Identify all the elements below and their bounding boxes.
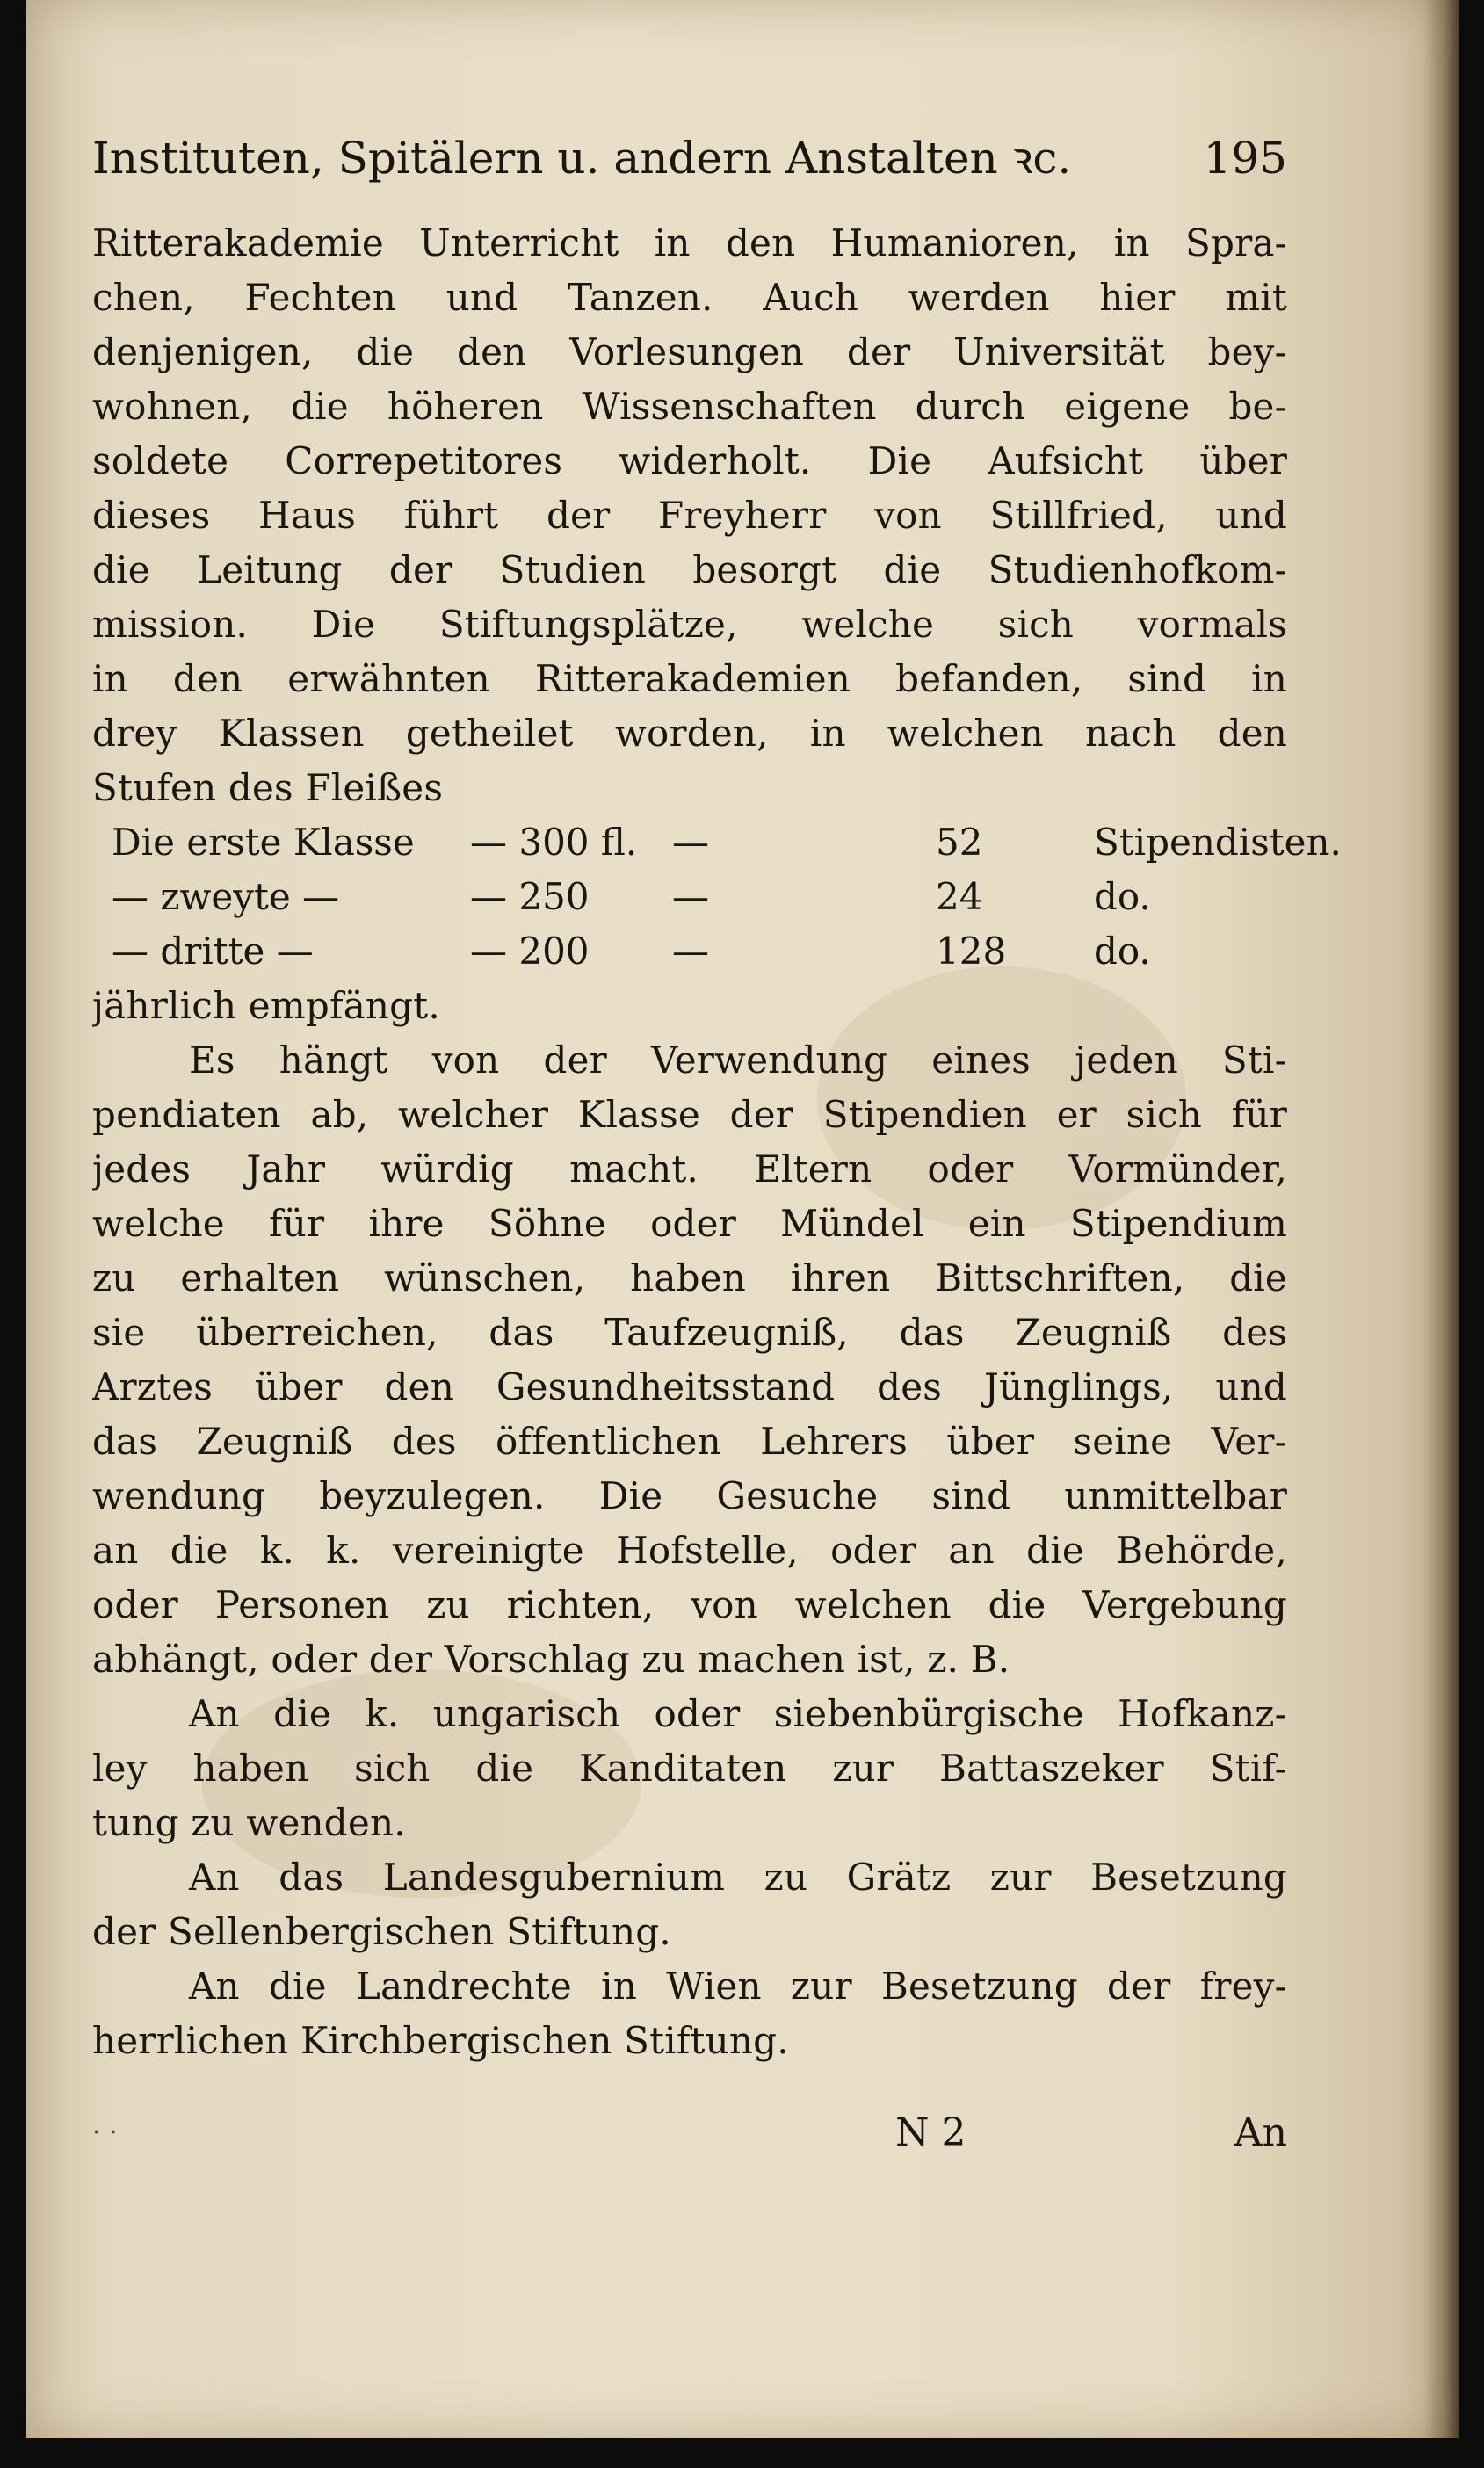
book-page	[26, 0, 1459, 2438]
page-footer	[92, 2098, 1287, 2168]
stipend-amount: — 200	[470, 930, 590, 973]
stipend-count: 128	[936, 930, 1007, 973]
text-line: dieses Haus führt der Freyherr von Stillfried, und	[92, 494, 1287, 537]
text-line: An die Landrechte in Wien zur Besetzung der frey-	[189, 1965, 1287, 2008]
stipend-row	[92, 924, 1287, 979]
text-line: welche für ihre Söhne oder Mündel ein Stipendium	[92, 1202, 1287, 1245]
text-line: zu erhalten wünschen, haben ihren Bittschriften, die	[92, 1256, 1287, 1299]
stipend-dash: —	[672, 930, 709, 973]
text-block	[92, 123, 1342, 2168]
text-line: drey Klassen getheilet worden, in welchen nach den	[92, 712, 1287, 755]
running-header	[92, 123, 1287, 193]
page-number: 195	[1203, 133, 1287, 184]
text-line: An das Landesgubernium zu Grätz zur Besetzung	[189, 1856, 1287, 1899]
text-line: soldete Correpetitores widerholt. Die Aufsicht über	[92, 439, 1287, 482]
text-line: das Zeugniß des öffentlichen Lehrers über seine Ver-	[92, 1420, 1287, 1463]
stipend-table	[92, 815, 1342, 979]
stipend-row	[92, 870, 1287, 924]
text-line: die Leitung der Studien besorgt die Studienhofkom-	[92, 548, 1287, 591]
stipend-dash: —	[672, 821, 709, 864]
text-line: der Sellenbergischen Stiftung.	[92, 1910, 671, 1953]
text-line: mission. Die Stiftungsplätze, welche sich vormals	[92, 603, 1287, 646]
footer-dots: · ·	[92, 2117, 118, 2148]
text-line: pendiaten ab, welcher Klasse der Stipendien er sich für	[92, 1093, 1287, 1136]
stipend-amount: — 300 fl.	[470, 821, 638, 864]
later-paragraphs	[92, 1033, 1287, 2068]
text-line: oder Personen zu richten, von welchen die Vergebung	[92, 1583, 1287, 1626]
running-title: Instituten, Spitälern u. andern Anstalten ꝛc.	[92, 133, 1072, 184]
text-line: Arztes über den Gesundheitsstand des Jünglings, und	[92, 1365, 1287, 1408]
text-line: Es hängt von der Verwendung eines jeden Sti-	[189, 1039, 1287, 1082]
text-line: Stufen des Fleißes	[92, 766, 444, 809]
text-line: herrlichen Kirchbergischen Stiftung.	[92, 2019, 789, 2062]
stipend-class-label: — zweyte —	[112, 875, 340, 918]
text-line: sie überreichen, das Taufzeugniß, das Zeugniß des	[92, 1311, 1287, 1354]
first-paragraph	[92, 216, 1287, 815]
stipend-count: 24	[936, 875, 983, 918]
text-line: jedes Jahr würdig macht. Eltern oder Vormünder,	[92, 1147, 1287, 1191]
text-line: An die k. ungarisch oder siebenbürgische Hofkanz-	[189, 1692, 1287, 1735]
text-line: an die k. k. vereinigte Hofstelle, oder an die Behörde,	[92, 1529, 1287, 1572]
page-gutter	[1423, 0, 1459, 2438]
text-line: in den erwähnten Ritterakademien befanden, sind in	[92, 657, 1287, 700]
text-line: ley haben sich die Kanditaten zur Battaszeker Stif-	[92, 1747, 1287, 1790]
stipend-row	[92, 815, 1342, 870]
stipend-dash: —	[672, 875, 709, 918]
stipend-count: 52	[936, 821, 983, 864]
text-line: tung zu wenden.	[92, 1801, 406, 1844]
stipend-unit: do.	[1094, 875, 1151, 918]
catchword: An	[1234, 2110, 1287, 2155]
after-table-line: jährlich empfängt.	[92, 984, 440, 1027]
text-line: abhängt, oder der Vorschlag zu machen ist, z. B.	[92, 1638, 1010, 1681]
stipend-amount: — 250	[470, 875, 590, 918]
stipend-unit: do.	[1094, 930, 1151, 973]
text-line: Ritterakademie Unterricht in den Humanioren, in Spra-	[92, 221, 1287, 264]
text-line: wohnen, die höheren Wissenschaften durch eigene be-	[92, 385, 1287, 428]
stipend-class-label: — dritte —	[112, 930, 314, 973]
text-line: wendung beyzulegen. Die Gesuche sind unmittelbar	[92, 1474, 1287, 1517]
stipend-class-label: Die erste Klasse	[112, 821, 415, 864]
stipend-unit: Stipendisten.	[1094, 821, 1342, 864]
text-line: chen, Fechten und Tanzen. Auch werden hier mit	[92, 276, 1287, 319]
signature-mark: N 2	[895, 2110, 966, 2155]
text-line: denjenigen, die den Vorlesungen der Universität bey-	[92, 330, 1287, 373]
